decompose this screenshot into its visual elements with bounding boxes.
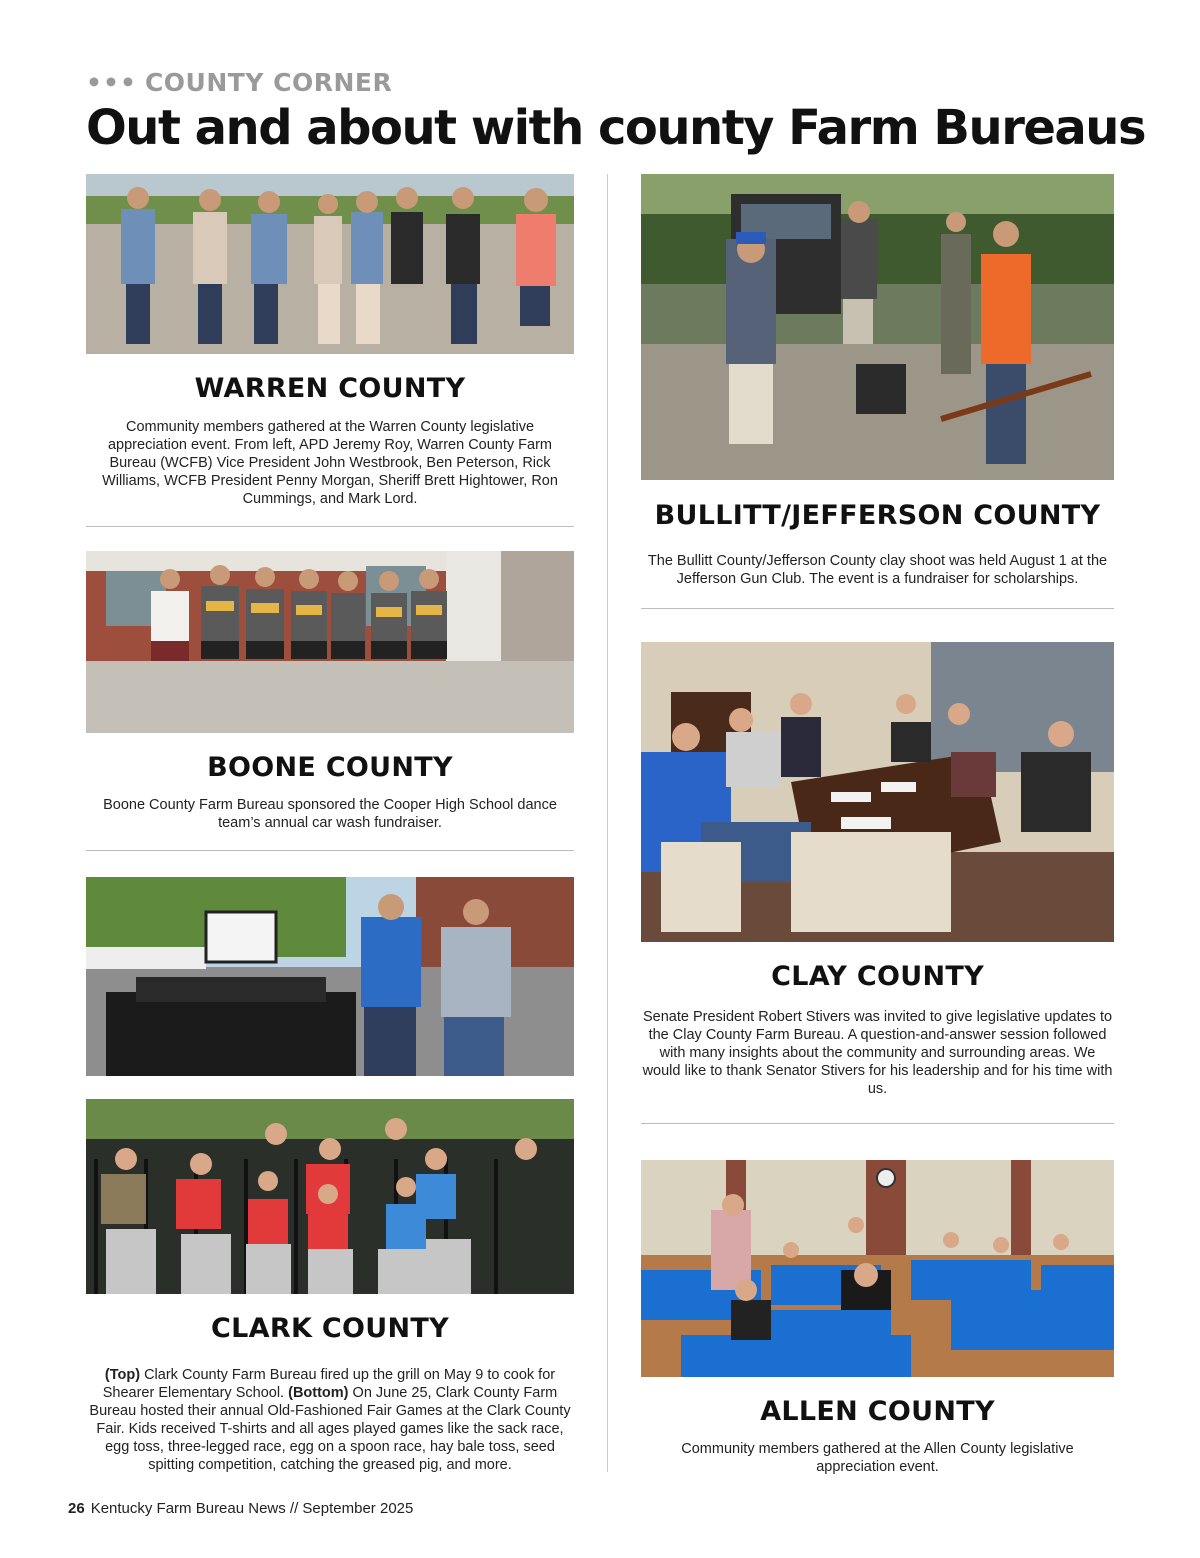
publication-info: Kentucky Farm Bureau News // September 2025 (90, 1500, 414, 1517)
boone-county-title: BOONE COUNTY (207, 752, 453, 783)
divider (641, 1123, 1114, 1124)
warren-county-title: WARREN COUNTY (194, 373, 466, 404)
warren-county-caption: Community members gathered at the Warren County legislative appreciation event. From left, APD Jeremy Roy, Warren County Farm Bureau (WCFB) Vice President John Westbrook, Ben Peterson, Rick Williams, WCFB President Penny Morgan, Sheriff Brett Hightower, Ron Cummings, and Mark Lord. (102, 419, 558, 507)
divider (86, 850, 574, 851)
clark-county-grill-photo (86, 877, 574, 1076)
allen-county-photo (641, 1160, 1114, 1377)
clark-county-fair-games-photo (86, 1099, 574, 1294)
section-label: ••• COUNTY CORNER (86, 68, 393, 97)
page-headline: Out and about with county Farm Bureaus (86, 100, 1146, 156)
allen-county-title: ALLEN COUNTY (760, 1396, 995, 1427)
divider (86, 526, 574, 527)
dots-icon: ••• (86, 68, 137, 97)
allen-county-caption: Community members gathered at the Allen County legislative appreciation event. (681, 1441, 1074, 1475)
boone-county-photo (86, 551, 574, 733)
boone-county-caption: Boone County Farm Bureau sponsored the Cooper High School dance team’s annual car wash fundraiser. (103, 797, 557, 831)
bullitt-jefferson-county-photo (641, 174, 1114, 480)
page-number: 26 (68, 1500, 85, 1517)
clark-county-caption: (Top) Clark County Farm Bureau fired up the grill on May 9 to cook for Shearer Elementary School. (Bottom) On June 25, Clark County Farm Bureau hosted their annual Old-Fashioned Fair Games at the Clark County Fair. Kids received T-shirts and all ages played games like the sack race, egg toss, three-legged race, egg on a spoon race, hay bale toss, seed spitting competition, catching the greased pig, and more. (89, 1367, 571, 1473)
warren-county-photo (86, 174, 574, 354)
bullitt-jefferson-county-caption: The Bullitt County/Jefferson County clay shoot was held August 1 at the Jefferson Gun Club. The event is a fundraiser for scholarships. (647, 553, 1108, 587)
divider (641, 608, 1114, 609)
column-divider (607, 174, 608, 1472)
bullitt-jefferson-county-title: BULLITT/JEFFERSON COUNTY (654, 500, 1101, 531)
clark-county-title: CLARK COUNTY (211, 1313, 449, 1344)
clay-county-title: CLAY COUNTY (771, 961, 984, 992)
clay-county-caption: Senate President Robert Stivers was invited to give legislative updates to the Clay County Farm Bureau. A question-and-answer session followed with many insights about the community and surrounding areas. We would like to thank Senator Stivers for his leadership and for his time with us. (642, 1009, 1113, 1097)
page-footer (68, 1500, 413, 1517)
clark-bottom-label: (Bottom) (288, 1385, 349, 1401)
clark-top-label: (Top) (104, 1367, 141, 1383)
clay-county-photo (641, 642, 1114, 942)
